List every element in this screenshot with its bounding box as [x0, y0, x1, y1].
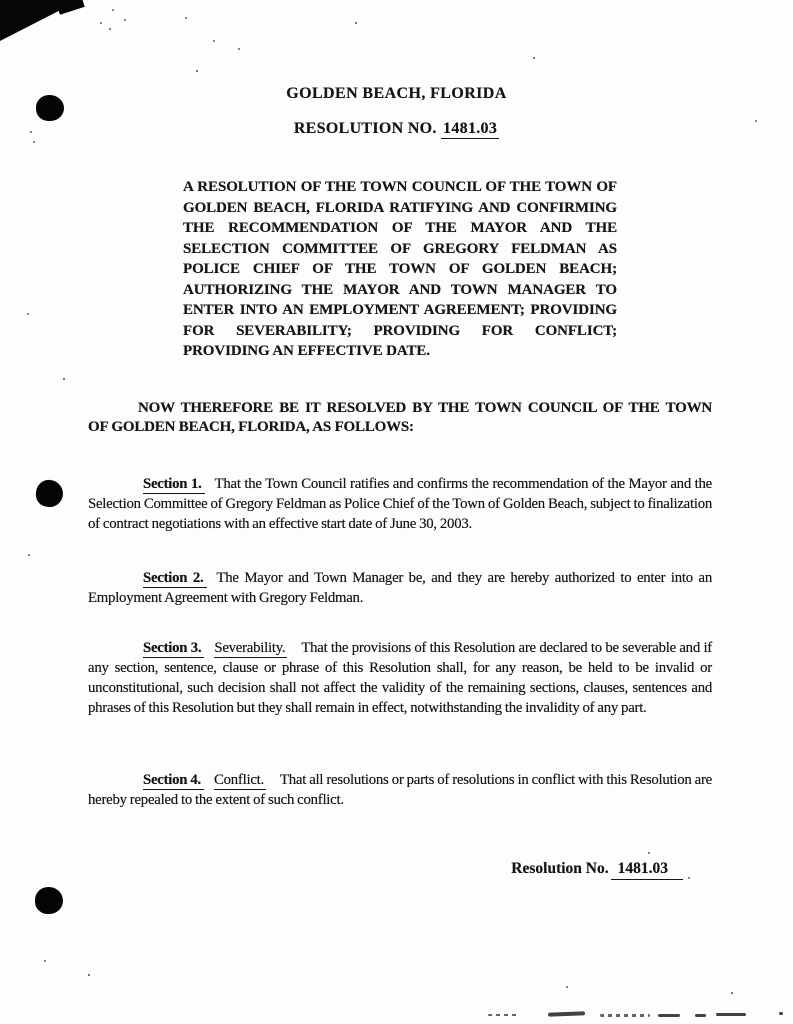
bottom-smudge-mark: [779, 1012, 783, 1015]
bottom-smudge-mark: [488, 1014, 518, 1016]
resolved-clause-line: NOW THEREFORE BE IT RESOLVED BY THE TOWN COUNCIL OF THE TOWN: [138, 400, 712, 416]
scan-speck: [688, 877, 690, 879]
bottom-smudge-mark: [695, 1014, 706, 1017]
section-4-heading: Section 4.: [143, 772, 204, 790]
scan-speck: [44, 960, 46, 962]
section-2-body: The Mayor and Town Manager be, and they are hereby authorized to enter into an Employment Agreement with Gregory Feldman.: [88, 570, 712, 606]
scan-speck: [731, 992, 733, 994]
bottom-smudge-mark: [658, 1014, 680, 1017]
preamble-line: PROVIDING AN EFFECTIVE DATE.: [183, 343, 430, 359]
footer-resolution-label: Resolution No.: [511, 860, 609, 877]
scan-speck: [238, 48, 240, 50]
resolution-number-value: 1481.03: [443, 120, 498, 137]
preamble-line: ENTER INTO AN EMPLOYMENT AGREEMENT; PROVIDING: [183, 302, 617, 318]
preamble-line: SELECTION COMMITTEE OF GREGORY FELDMAN AS: [183, 240, 617, 257]
scan-speck: [566, 986, 568, 988]
scan-speck: [185, 17, 187, 19]
preamble-line: A RESOLUTION OF THE TOWN COUNCIL OF THE TOWN OF: [183, 179, 617, 195]
scan-speck: [533, 57, 535, 59]
section-3-subheading: Severability.: [214, 640, 286, 656]
bottom-smudge-mark: [548, 1011, 585, 1016]
footer-resolution-value: 1481.03: [611, 860, 683, 880]
preamble-line: GOLDEN BEACH, FLORIDA RATIFYING AND CONFIRMING: [183, 199, 617, 216]
scan-speck: [88, 974, 90, 976]
section-1-heading: Section 1.: [143, 476, 205, 494]
footer-resolution-number: [0, 860, 683, 878]
preamble-line: POLICE CHIEF OF THE TOWN OF GOLDEN BEACH;: [183, 261, 617, 277]
document-title: GOLDEN BEACH, FLORIDA: [286, 85, 507, 102]
section-2-heading: Section 2.: [143, 570, 207, 588]
resolved-clause: [88, 399, 712, 436]
resolution-number-heading: [0, 120, 793, 138]
preamble-line: AUTHORIZING THE MAYOR AND TOWN MANAGER TO: [183, 281, 617, 298]
section-4: [88, 770, 712, 810]
section-4-body: That all resolutions or parts of resolutions in conflict with this Resolution are hereby repealed to the extent of such conflict.: [88, 772, 712, 808]
scan-speck: [100, 22, 102, 24]
bottom-smudge-mark: [600, 1014, 650, 1017]
scan-speck: [355, 22, 357, 24]
hole-punch-bottom: [35, 887, 63, 914]
preamble-line: FOR SEVERABILITY; PROVIDING FOR CONFLICT;: [183, 322, 617, 339]
section-1: [88, 474, 712, 534]
scan-speck: [27, 313, 29, 315]
resolution-number-label: RESOLUTION NO.: [293, 120, 437, 137]
section-1-body: That the Town Council ratifies and confirms the recommendation of the Mayor and the Selection Committee of Gregory Feldman as Police Chief of the Town of Golden Beach, subject to finalization of contract negotiations with an effective start date of June 30, 2003.: [88, 476, 712, 532]
scan-speck: [196, 70, 198, 72]
resolution-preamble: [183, 177, 617, 362]
scan-speck: [124, 19, 126, 21]
section-3-body: That the provisions of this Resolution are declared to be severable and if any section, sentence, clause or phrase of this Resolution shall, for any reason, be held to be invalid or unconstitutional, such decision shall not affect the validity of the remaining sections, clauses, sentences and phrases of this Resolution but they shall remain in effect, notwithstanding the invalidity of any part.: [88, 640, 712, 716]
scan-speck: [112, 9, 114, 11]
scan-speck: [63, 378, 65, 380]
section-2: [88, 568, 712, 608]
preamble-line: THE RECOMMENDATION OF THE MAYOR AND THE: [183, 220, 617, 236]
resolved-clause-line: OF GOLDEN BEACH, FLORIDA, AS FOLLOWS:: [88, 418, 414, 435]
section-3: [88, 638, 712, 718]
scan-speck: [28, 554, 30, 556]
scan-speck: [648, 852, 650, 854]
scan-speck: [109, 28, 111, 30]
scan-speck: [33, 141, 35, 143]
hole-punch-middle: [34, 478, 64, 508]
section-3-heading: Section 3.: [143, 640, 204, 658]
scan-speck: [213, 40, 215, 42]
bottom-smudge-mark: [716, 1013, 746, 1016]
section-4-subheading: Conflict.: [214, 772, 264, 788]
